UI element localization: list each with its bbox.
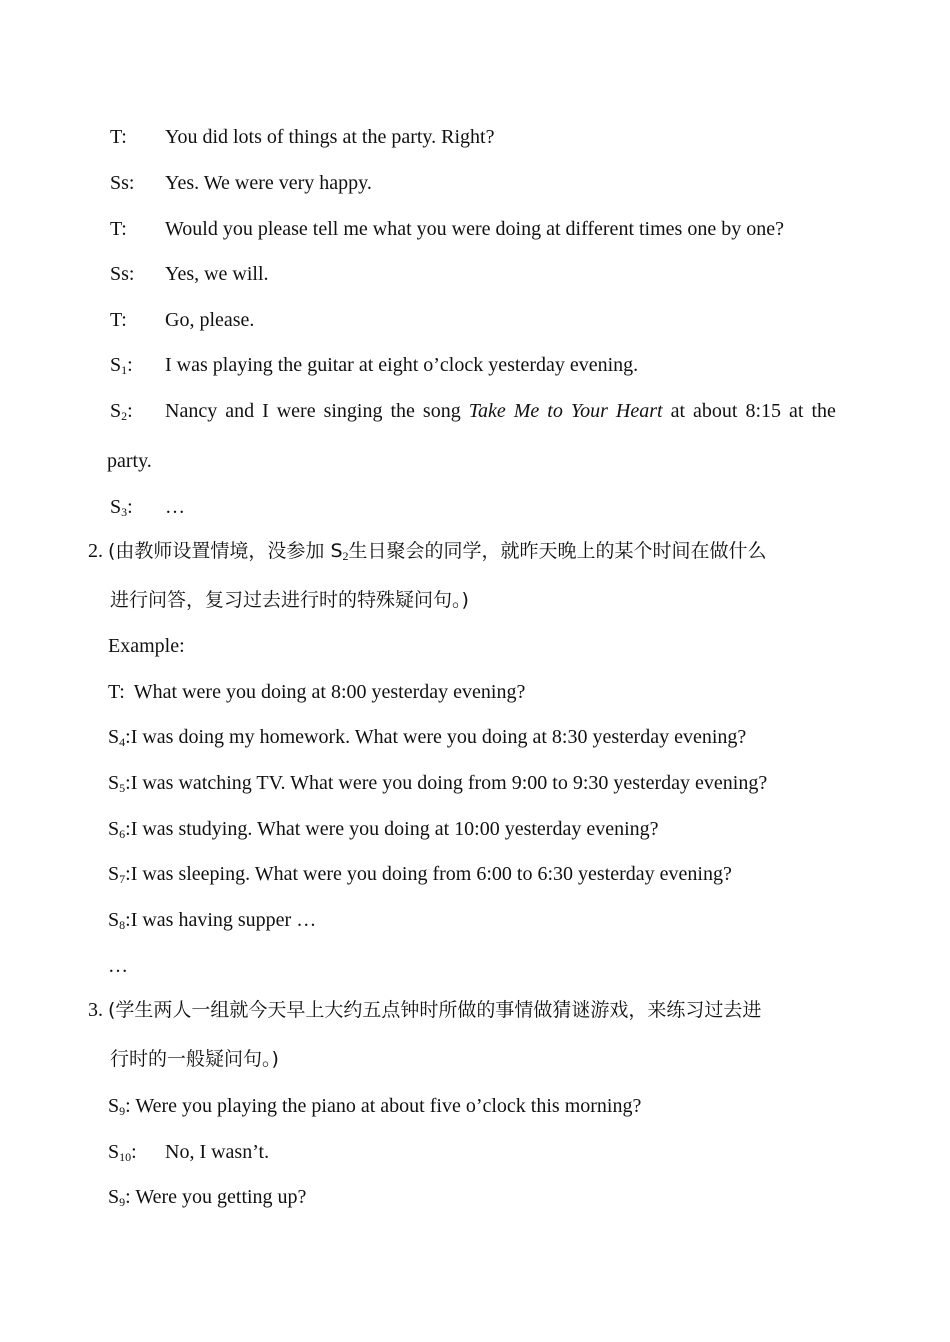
speaker-label xyxy=(108,1186,125,1208)
speaker-label xyxy=(108,1095,125,1117)
line-text: I was doing my homework. What were you doing at 8:30 yesterday evening? xyxy=(130,726,747,748)
example-line xyxy=(108,862,732,886)
example-ellipsis: … xyxy=(108,955,128,977)
example-line xyxy=(108,1094,641,1118)
line-text: Go, please. xyxy=(165,309,255,331)
speaker-label: T: xyxy=(110,309,127,331)
speaker-label: $S_7$: xyxy=(108,863,131,886)
line-text-after: at about 8:15 at the xyxy=(670,400,836,422)
line-text: What were you doing at 8:00 yesterday evening? xyxy=(133,681,526,703)
speaker-subscript: 6 xyxy=(119,827,126,841)
speaker-label: $S_6$: xyxy=(108,818,131,841)
speaker-subscript: 2 xyxy=(121,409,128,423)
speaker-label: T: xyxy=(110,126,127,148)
speaker-letter: S xyxy=(108,863,120,885)
instruction-text: (由教师设置情境，没参加 S xyxy=(108,540,343,562)
example-line xyxy=(108,680,525,704)
speaker-label: Ss: xyxy=(110,172,135,194)
example-line xyxy=(108,1140,270,1164)
instruction-text: 进行问答，复习过去进行时的特殊疑问句。) xyxy=(110,589,469,611)
speaker-colon: : xyxy=(127,400,133,422)
speaker-subscript: 1 xyxy=(121,363,128,377)
speaker-letter: S xyxy=(108,772,120,794)
speaker-label: $S_8$: xyxy=(108,909,131,932)
example-line xyxy=(108,725,746,749)
speaker-label xyxy=(108,1141,137,1163)
line-text: Yes. We were very happy. xyxy=(165,172,372,194)
line-text: I was having supper … xyxy=(130,909,317,931)
speaker-label: $S_4$: xyxy=(108,726,131,749)
line-text: Yes, we will. xyxy=(165,263,269,285)
line-text-before: Nancy and I were singing the song xyxy=(165,400,461,422)
line-text: : Were you playing the piano at about five o’clock this morning? xyxy=(125,1095,642,1117)
speaker-label: $S_5$: xyxy=(108,772,131,795)
speaker-subscript: 8 xyxy=(119,918,126,932)
speaker-subscript: 5 xyxy=(119,781,126,795)
line-text: … xyxy=(165,496,185,518)
speaker-letter: S xyxy=(108,818,120,840)
item-2-line-1 xyxy=(88,539,767,563)
item-3-line-2 xyxy=(110,1047,279,1071)
item-number: 2. xyxy=(88,540,103,562)
speaker-letter: S xyxy=(110,354,122,376)
instruction-text: 生日聚会的同学，就昨天晚上的某个时间在做什么 xyxy=(348,540,767,562)
speaker-label xyxy=(110,495,133,519)
line-text: party. xyxy=(107,450,152,472)
speaker-label: T: xyxy=(108,681,125,703)
speaker-colon: : xyxy=(127,354,133,376)
speaker-letter: S xyxy=(108,1095,120,1117)
speaker-letter: S xyxy=(110,496,122,518)
item-number: 3. xyxy=(88,999,103,1021)
line-text: I was playing the guitar at eight o’clock yesterday evening. xyxy=(165,354,639,376)
instruction-subscript: 2 xyxy=(342,549,349,563)
line-text: I was watching TV. What were you doing from 9:00 to 9:30 yesterday evening? xyxy=(130,772,768,794)
speaker-label: T: xyxy=(110,218,127,240)
line-text: You did lots of things at the party. Right? xyxy=(165,126,495,148)
speaker-letter: S xyxy=(108,1186,120,1208)
speaker-letter: S xyxy=(110,400,122,422)
line-text xyxy=(165,399,863,423)
speaker-colon: : xyxy=(131,1141,137,1163)
line-text: I was sleeping. What were you doing from 6:00 to 6:30 yesterday evening? xyxy=(130,863,732,885)
example-line xyxy=(108,771,767,795)
speaker-label xyxy=(110,399,133,423)
line-text: Would you please tell me what you were doing at different times one by one? xyxy=(165,218,784,240)
example-label: Example: xyxy=(108,635,185,657)
dialogue-line-wrap xyxy=(107,449,152,473)
example-line xyxy=(108,1185,306,1209)
line-text: No, I wasn’t. xyxy=(165,1141,270,1163)
speaker-letter: S xyxy=(108,909,120,931)
line-text: : Were you getting up? xyxy=(125,1186,307,1208)
example-line xyxy=(108,817,659,841)
speaker-subscript: 3 xyxy=(121,505,128,519)
instruction-text: (学生两人一组就今天早上大约五点钟时所做的事情做猜谜游戏，来练习过去进 xyxy=(108,999,762,1021)
speaker-letter: S xyxy=(108,726,120,748)
speaker-subscript: 7 xyxy=(119,872,126,886)
speaker-subscript: 4 xyxy=(119,735,126,749)
speaker-colon: : xyxy=(127,496,133,518)
song-title: Take Me to Your Heart xyxy=(468,400,663,422)
speaker-subscript: 9 xyxy=(119,1195,126,1209)
item-3-line-1 xyxy=(88,998,761,1022)
example-line xyxy=(108,908,316,932)
line-text: I was studying. What were you doing at 10:00 yesterday evening? xyxy=(130,818,659,840)
speaker-label xyxy=(110,353,133,377)
item-2-line-2 xyxy=(110,588,469,612)
speaker-label: Ss: xyxy=(110,263,135,285)
speaker-letter: S xyxy=(108,1141,120,1163)
speaker-subscript: 10 xyxy=(119,1150,132,1164)
speaker-subscript: 9 xyxy=(119,1104,126,1118)
instruction-text: 行时的一般疑问句。) xyxy=(110,1048,279,1070)
